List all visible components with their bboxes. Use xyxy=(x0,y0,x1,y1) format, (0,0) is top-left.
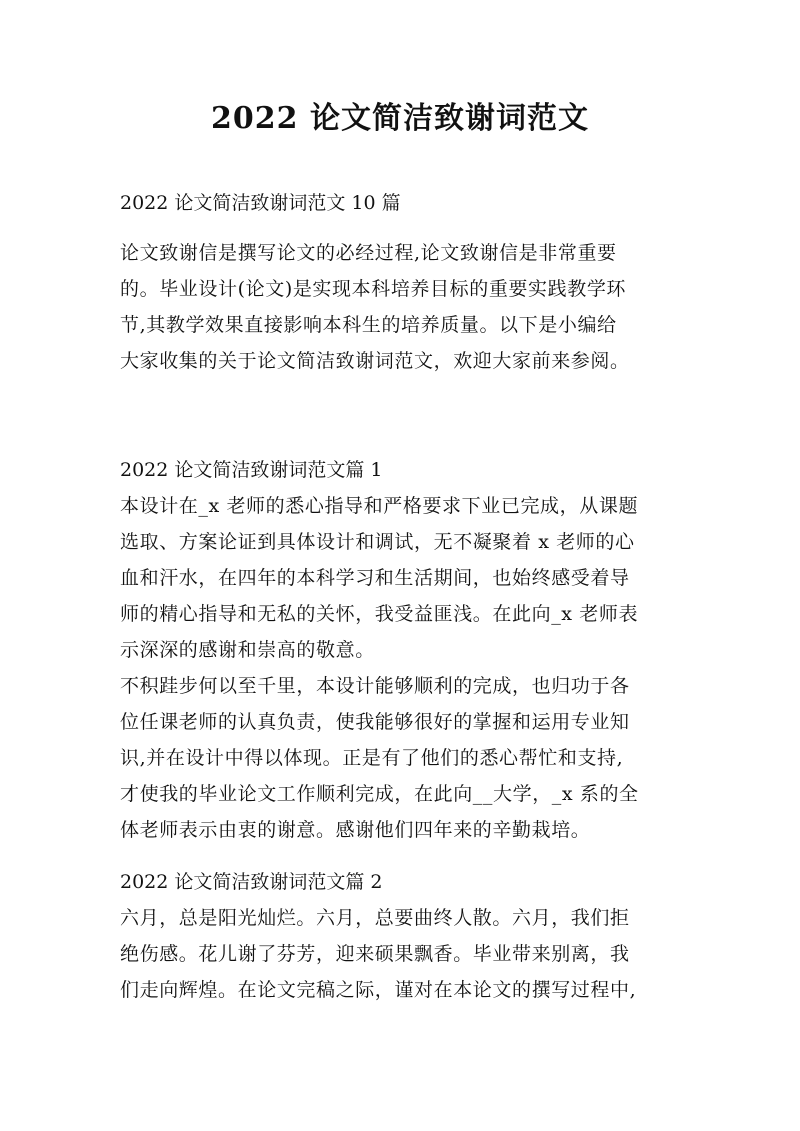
text-line: 六月，总是阳光灿烂。六月，总要曲终人散。六月，我们拒 xyxy=(120,907,630,929)
text-line: 血和汗水，在四年的本科学习和生活期间，也始终感受着导 xyxy=(120,567,630,589)
text-line: 示深深的感谢和崇高的敬意。 xyxy=(120,639,375,661)
section-1-paragraph-2 xyxy=(120,668,700,848)
text-line: 师的精心指导和无私的关怀，我受益匪浅。在此向_x 老师表 xyxy=(120,603,639,625)
text-line: 才使我的毕业论文工作顺利完成，在此向__大学，_x 系的全 xyxy=(120,783,639,805)
text-line: 不积跬步何以至千里，本设计能够顺利的完成，也归功于各 xyxy=(120,675,630,697)
text-line: 位任课老师的认真负责，使我能够很好的掌握和运用专业知 xyxy=(120,711,630,733)
text-line: 大家收集的关于论文简洁致谢词范文，欢迎大家前来参阅。 xyxy=(120,350,630,372)
text-line: 选取、方案论证到具体设计和调试，无不凝聚着 x 老师的心 xyxy=(120,531,635,553)
document-subtitle: 2022 论文简洁致谢词范文 10 篇 xyxy=(120,192,401,214)
intro-paragraph xyxy=(120,235,700,379)
text-line: 识,并在设计中得以体现。正是有了他们的悉心帮忙和支持, xyxy=(120,747,624,769)
text-line: 们走向辉煌。在论文完稿之际，谨对在本论文的撰写过程中, xyxy=(120,979,637,1001)
text-line: 的。毕业设计(论文)是实现本科培养目标的重要实践教学环 xyxy=(120,278,627,300)
section-1-paragraph-1 xyxy=(120,488,700,668)
section-1-heading: 2022 论文简洁致谢词范文篇 1 xyxy=(120,459,383,481)
document-title: 2022 论文简洁致谢词范文 xyxy=(211,101,589,136)
text-line: 本设计在_x 老师的悉心指导和严格要求下业已完成，从课题 xyxy=(120,495,639,517)
text-line: 节,其教学效果直接影响本科生的培养质量。以下是小编给 xyxy=(120,314,617,336)
section-2-heading: 2022 论文简洁致谢词范文篇 2 xyxy=(120,871,383,893)
section-2-paragraph-1 xyxy=(120,900,700,1008)
text-line: 论文致谢信是撰写论文的必经过程,论文致谢信是非常重要 xyxy=(120,242,617,264)
text-line: 绝伤感。花儿谢了芬芳，迎来硕果飘香。毕业带来别离，我 xyxy=(120,943,630,965)
text-line: 体老师表示由衷的谢意。感谢他们四年来的辛勤栽培。 xyxy=(120,819,591,841)
